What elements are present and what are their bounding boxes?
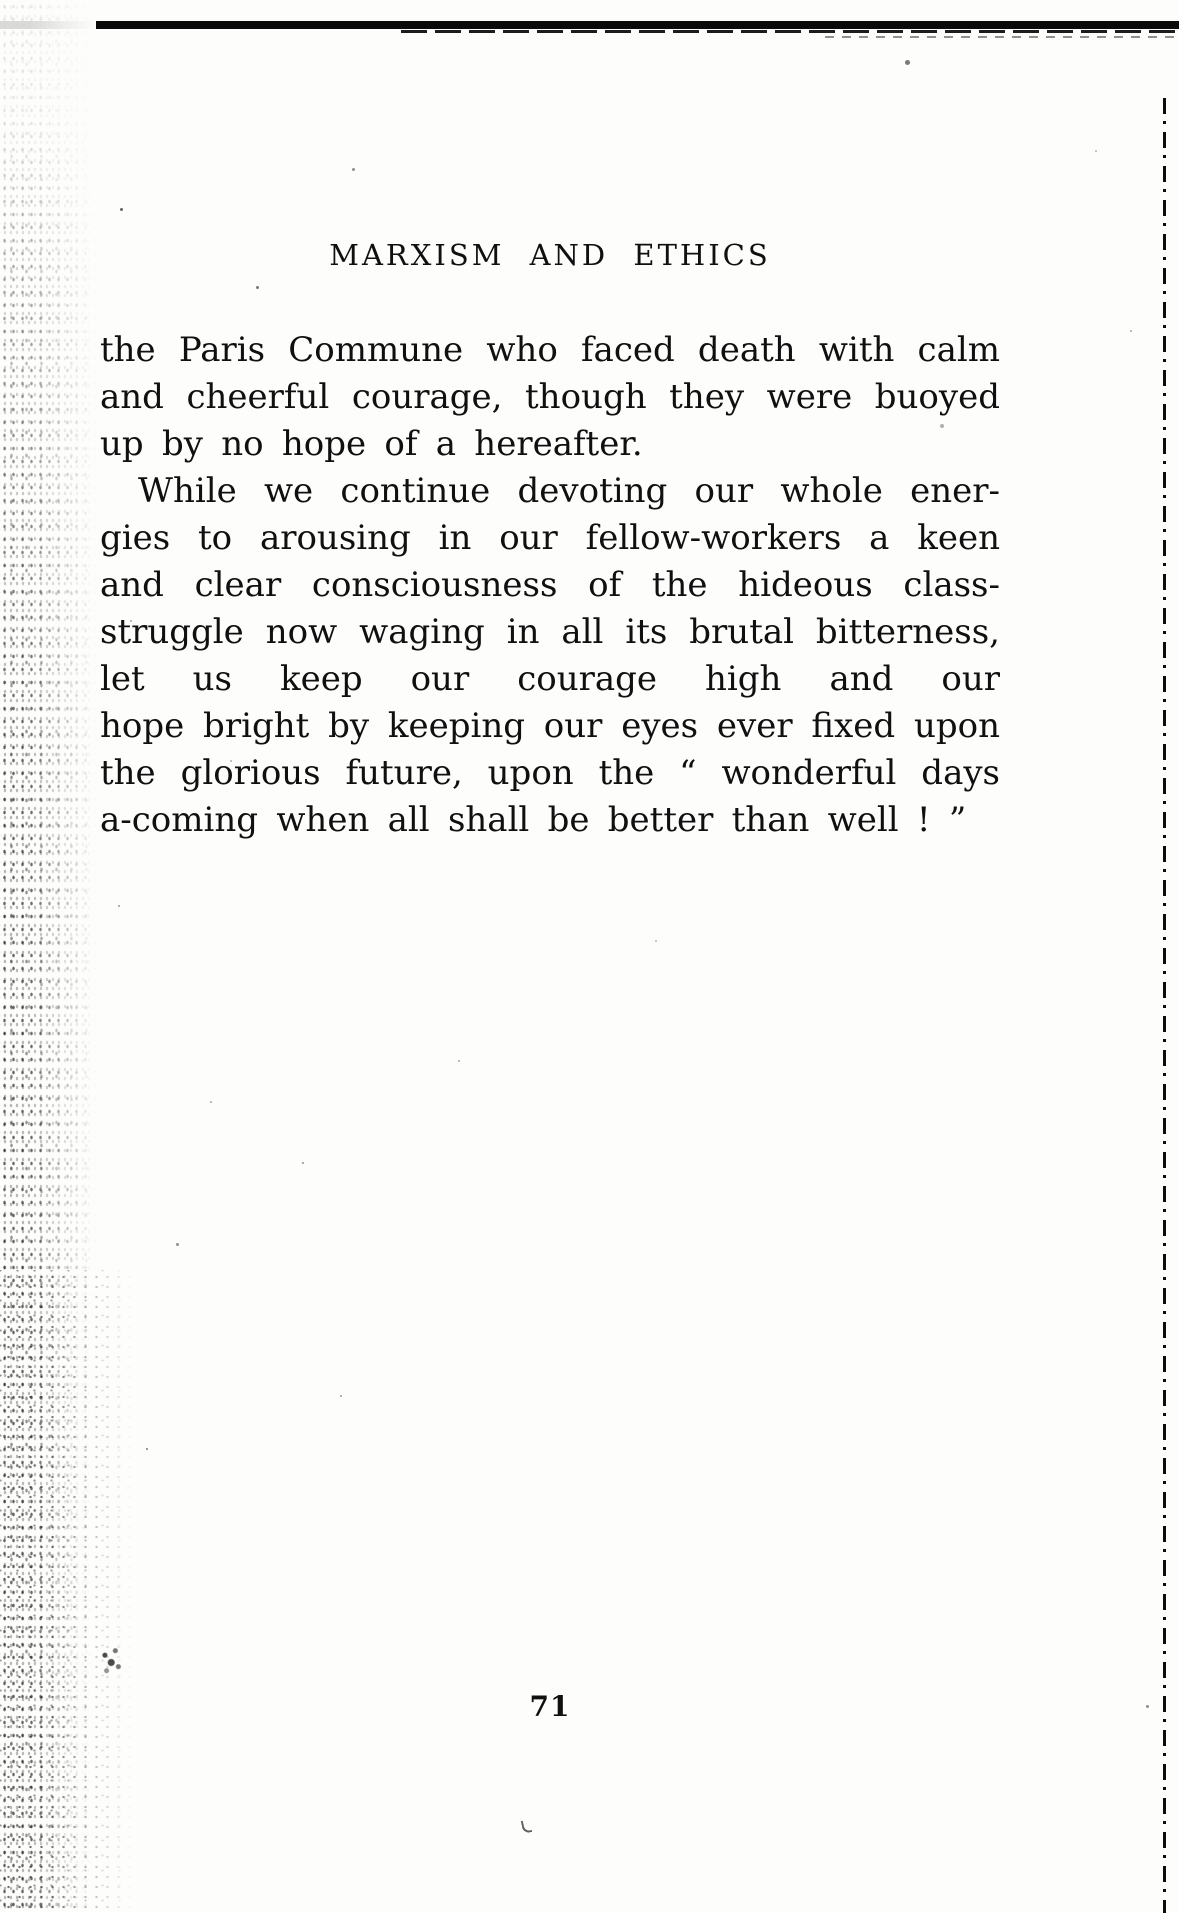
text-line: gies to arousing in our fellow-workers a keen: [100, 518, 1000, 558]
scan-speck: [1146, 1705, 1149, 1708]
text-line: the glorious future, upon the “ wonderful days: [100, 753, 1000, 793]
page-number: 71: [529, 1690, 571, 1723]
text-block: [100, 0, 1000, 1913]
text-line: and clear consciousness of the hideous class-: [100, 565, 1000, 605]
text-line: up by no hope of a hereafter.: [100, 424, 643, 464]
running-header: MARXISM AND ETHICS: [329, 238, 771, 272]
scan-artifact-right-edge: [1163, 98, 1166, 1913]
text-line: While we continue devoting our whole ener-: [138, 471, 1000, 511]
scan-speck: [1130, 330, 1132, 332]
text-line: struggle now waging in all its brutal bitterness,: [100, 612, 1000, 652]
text-line: a-coming when all shall be better than well ! ”: [100, 800, 967, 840]
scan-speck: [1095, 150, 1097, 152]
text-line: and cheerful courage, though they were buoyed: [100, 377, 1000, 417]
text-line: the Paris Commune who faced death with calm: [100, 330, 1000, 370]
text-line: let us keep our courage high and our: [100, 659, 1000, 699]
text-line: hope bright by keeping our eyes ever fixed upon: [100, 706, 1000, 746]
body-text: [100, 327, 1000, 844]
